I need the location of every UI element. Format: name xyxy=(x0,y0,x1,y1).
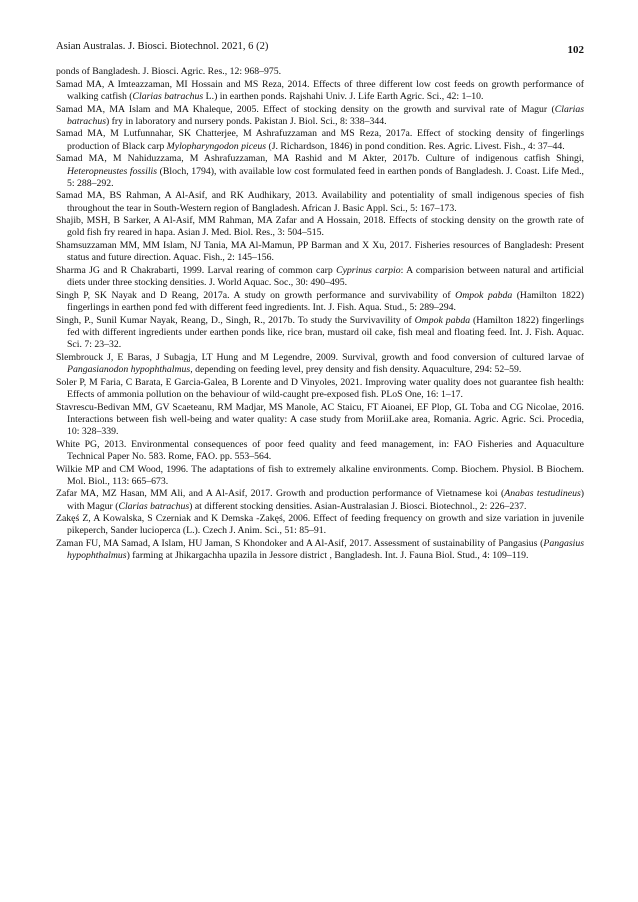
reference-text: Stavrescu-Bedivan MM, GV Scaeteanu, RM Madjar, MS Manole, AC Staicu, FT Aioanei, EF Plop, GL Toba and CG Nicolae, 2016. Interactions between fish well-being and water quality: A case study from MoriiLake area, Romania. Agric. Agric. Sci. Procedia, 10: 328–339. xyxy=(56,401,584,437)
reference-text: : A comparision between natural and artificial diets under three stocking densities. J. World Aquac. Soc., 30: 490–495. xyxy=(67,265,584,289)
reference-text: White PG, 2013. Environmental consequences of poor feed quality and feed management, in: FAO Fisheries and Aquaculture Technical Paper No. 583. Rome, FAO. pp. 553–564. xyxy=(56,438,584,462)
species-name: Anabas testudineus xyxy=(504,488,581,500)
reference-entry xyxy=(56,128,584,152)
reference-entry xyxy=(56,153,584,190)
reference-text: Shamsuzzaman MM, MM Islam, NJ Tania, MA Al-Mamun, PP Barman and X Xu, 2017. Fisheries resources of Bangladesh: Present status and future direction. Aquac. Fish., 2: 145–156. xyxy=(56,240,584,264)
species-name: Pangasius hypophthalmus xyxy=(67,538,584,562)
reference-text: Singh, P., Sunil Kumar Nayak, Reang, D., Singh, R., 2017b. To study the Survivavility of xyxy=(56,314,415,326)
reference-entry xyxy=(56,402,584,439)
reference-text: Zafar MA, MZ Hasan, MM Ali, and A Al-Asif, 2017. Growth and production performance of Vietnamese koi ( xyxy=(56,488,505,500)
species-name: Cyprinus carpio xyxy=(336,265,401,276)
reference-text: L.) in earthen ponds. Rajshahi Univ. J. Life Earth Agric. Sci., 42: 1–10. xyxy=(203,90,484,102)
reference-entry xyxy=(56,104,584,128)
running-header xyxy=(56,41,584,57)
reference-entry xyxy=(56,315,584,352)
species-name: Mylopharyngodon piceus xyxy=(166,140,267,152)
reference-text: ) at different stocking densities. Asian-Australasian J. Biosci. Biotechnol., 2: 226–237. xyxy=(189,500,527,512)
reference-text: (Hamilton 1822) fingerlings in earthen pond fed with different feed ingredients. Int. J. Fish. Aqua. Stud., 5: 289–294. xyxy=(67,289,584,314)
reference-text: Zakęś Z, A Kowalska, S Czerniak and K Demska -Zakęś, 2006. Effect of feeding frequency on growth and size variation in juvenile pikeperch, Sander lucioperca (L.). Czech J. Anim. Sci., 51: 85–91. xyxy=(56,513,584,537)
reference-entry xyxy=(56,439,584,463)
species-name: Ompok pabda xyxy=(455,289,513,301)
species-name: Clarias batrachus xyxy=(118,500,190,512)
reference-text: , depending on feeding level, prey density and fish density. Aquaculture, 294: 52–59. xyxy=(190,364,522,375)
reference-text: (Bloch, 1794), with available low cost formulated feed in earthen ponds of Bangladesh. J. Coast. Life Med., 5: 288–292. xyxy=(67,165,584,189)
reference-text: Samad MA, M Nahiduzzama, M Ashrafuzzaman, MA Rashid and M Akter, 2017b. Culture of indigenous catfish Shingi, xyxy=(56,153,584,165)
reference-entry xyxy=(56,240,584,264)
species-name: Pangasianodon hypophthalmus xyxy=(67,364,191,375)
reference-list xyxy=(56,66,584,563)
reference-text: ) fry in laboratory and nursery ponds. Pakistan J. Biol. Sci., 8: 338–344. xyxy=(106,115,387,127)
reference-text: Shajib, MSH, B Sarker, A Al-Asif, MM Rahman, MA Zafar and A Hossain, 2018. Effects of stocking density on the growth rate of gold fish fry reared in hapa. Asian J. Med. Biol. Res., 3: 504–515. xyxy=(56,215,584,239)
reference-text: ) with Magur ( xyxy=(67,488,585,512)
reference-text: Wilkie MP and CM Wood, 1996. The adaptations of fish to extremely alkaline environments. Comp. Biochem. Physiol. B Biochem. Mol. Biol., 113: 665–673. xyxy=(56,463,584,487)
reference-entry xyxy=(56,464,584,488)
reference-text: Samad MA, BS Rahman, A Al-Asif, and RK Audhikary, 2013. Availability and potentiality of small indigenous species of fish throughout the tear in South-Western region of Bangladesh. African J. Basic Appl. Sci., 5: 167–173. xyxy=(56,190,584,214)
reference-entry xyxy=(56,290,584,314)
journal-citation: Asian Australas. J. Biosci. Biotechnol. 2021, 6 (2) xyxy=(56,41,269,52)
reference-text: Sharma JG and R Chakrabarti, 1999. Larval rearing of common carp xyxy=(56,265,337,276)
reference-text: Singh P, SK Nayak and D Reang, 2017a. A study on growth performance and survivability of xyxy=(56,289,456,301)
reference-entry xyxy=(56,513,584,537)
reference-entry xyxy=(56,538,584,562)
page-number: 102 xyxy=(567,44,584,56)
reference-entry xyxy=(56,66,584,78)
reference-entry xyxy=(56,488,584,512)
reference-text: ponds of Bangladesh. J. Biosci. Agric. Res., 12: 968–975. xyxy=(56,66,282,77)
reference-text: Slembrouck J, E Baras, J Subagja, LT Hung and M Legendre, 2009. Survival, growth and food conversion of cultured larvae of xyxy=(56,351,584,363)
reference-text: Samad MA, MA Islam and MA Khaleque, 2005. Effect of stocking density on the growth and survival rate of Magur ( xyxy=(56,103,555,115)
reference-text: Zaman FU, MA Samad, A Islam, HU Jaman, S Khondoker and A Al-Asif, 2017. Assessment of sustainability of Pangasius ( xyxy=(56,538,544,550)
species-name: Clarias batrachus xyxy=(67,103,584,127)
reference-entry xyxy=(56,79,584,103)
reference-entry xyxy=(56,265,584,289)
reference-entry xyxy=(56,352,584,376)
reference-text: (J. Richardson, 1846) in pond condition. Res. Agric. Livest. Fish., 4: 37–44. xyxy=(266,140,565,152)
reference-text: ) farming at Jhikargachha upazila in Jessore district , Bangladesh. Int. J. Fauna Biol. Stud., 4: 109–119. xyxy=(126,550,529,562)
reference-entry xyxy=(56,377,584,401)
reference-text: (Hamilton 1822) fingerlings fed with different ingredients under earthen ponds like, rice bran, mustard oil cake, fish meal and floating feed. Int. J. Fish. Aquac. Sci. 7: 23–32. xyxy=(67,314,584,351)
species-name: Heteropneustes fossilis xyxy=(67,165,158,177)
reference-entry xyxy=(56,215,584,239)
species-name: Clarias batrachus xyxy=(132,90,204,102)
species-name: Ompok pabda xyxy=(414,314,471,326)
reference-text: Samad MA, A Imteazzaman, MI Hossain and MS Reza, 2014. Effects of three different low cost feeds on growth performance of walking catfish ( xyxy=(56,78,584,102)
reference-entry xyxy=(56,190,584,214)
reference-text: Soler P, M Faria, C Barata, E Garcia-Galea, B Lorente and D Vinyoles, 2021. Improving water quality does not guarantee fish health: Effects of ammonia pollution on the behaviour of wild-caught pre-exposed fish. PLoS One, 16: 1–17. xyxy=(56,376,584,400)
reference-text: Samad MA, M Lutfunnahar, SK Chatterjee, M Ashrafuzzaman and MS Reza, 2017a. Effect of stocking density of fingerlings production of Black carp xyxy=(56,128,584,152)
